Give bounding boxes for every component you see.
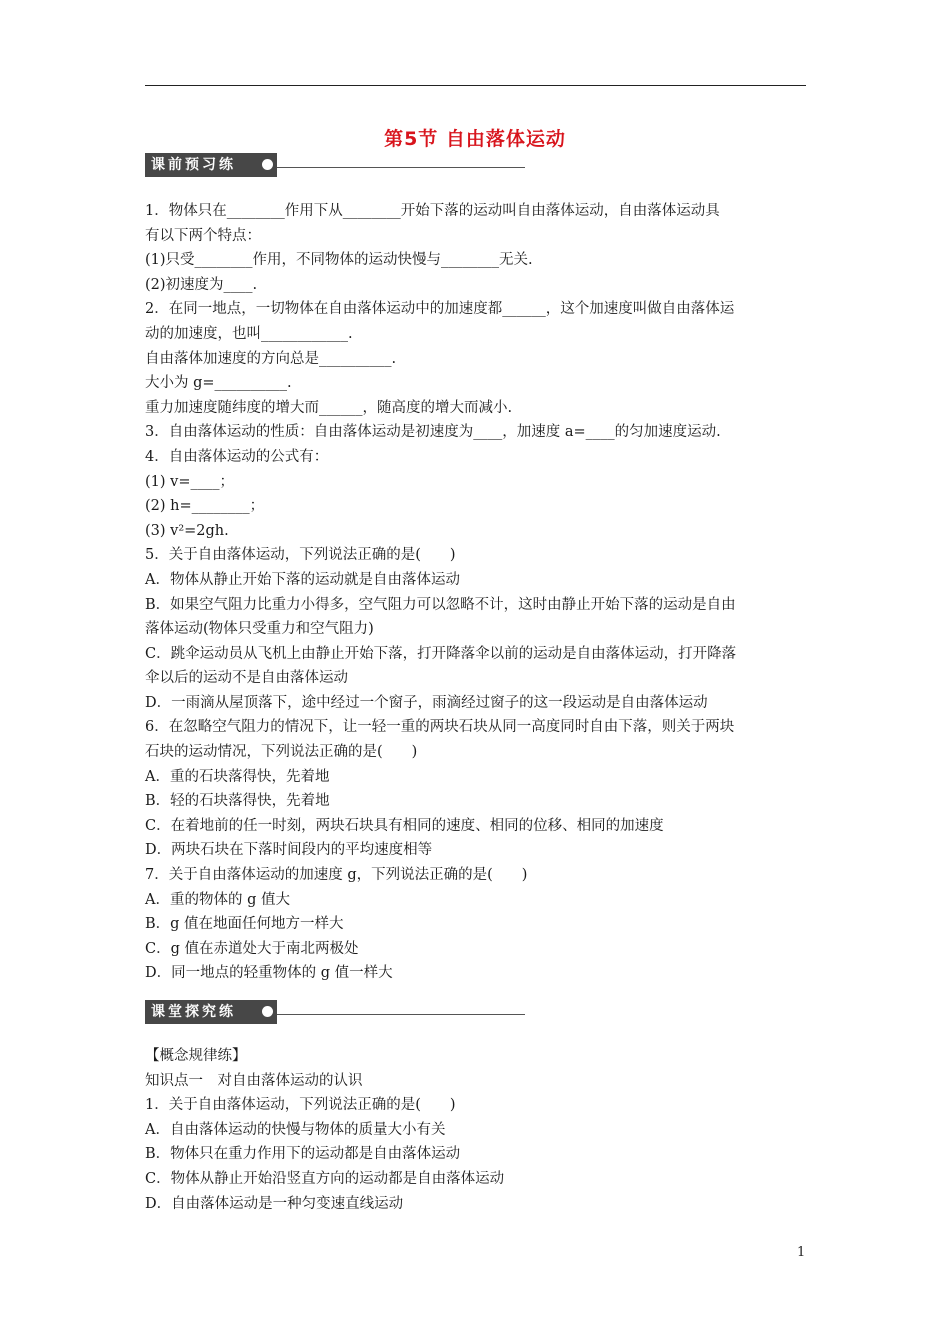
text-line: D．同一地点的轻重物体的 g 值一样大 <box>145 965 393 982</box>
text-line: D．两块石块在下落时间段内的平均速度相等 <box>145 842 433 859</box>
text-line: A．物体从静止开始下落的运动就是自由落体运动 <box>145 571 460 588</box>
text-line: 1．物体只在________作用下从________开始下落的运动叫自由落体运动，自由落体运动具 <box>145 203 720 219</box>
text-line: 有以下两个特点： <box>145 227 261 244</box>
text-line: (2)初速度为____. <box>145 276 258 293</box>
text-line: 知识点一 对自由落体运动的认识 <box>145 1072 363 1089</box>
text-line: 6．在忽略空气阻力的情况下，让一轻一重的两块石块从同一高度同时自由下落，则关于两块 <box>145 719 735 736</box>
text-line: A．自由落体运动的快慢与物体的质量大小有关 <box>145 1121 446 1138</box>
text-line: B．轻的石块落得快，先着地 <box>145 793 330 810</box>
banner-rule <box>277 1014 525 1015</box>
text-line: C．在着地前的任一时刻，两块石块具有相同的速度、相同的位移、相同的加速度 <box>145 817 664 834</box>
page-number: 1 <box>797 1245 806 1260</box>
text-line: 大小为 g=__________. <box>145 375 292 392</box>
banner-label: 课堂探究练 <box>145 1000 277 1024</box>
text-line: 【概念规律练】 <box>145 1048 247 1064</box>
text-line: 石块的运动情况，下列说法正确的是( ) <box>145 744 418 761</box>
text-line: A．重的石块落得快，先着地 <box>145 768 330 785</box>
preview-exercises <box>145 199 813 986</box>
text-line: 3．自由落体运动的性质：自由落体运动是初速度为____，加速度 a=____的匀加速度运动. <box>145 424 721 441</box>
text-line: A．重的物体的 g 值大 <box>145 891 290 908</box>
text-line: C．物体从静止开始沿竖直方向的运动都是自由落体运动 <box>145 1170 505 1187</box>
text-line: 动的加速度，也叫____________. <box>145 325 353 342</box>
page-title: 第5节 自由落体运动 <box>384 128 566 150</box>
text-line: 1．关于自由落体运动，下列说法正确的是( ) <box>145 1097 456 1114</box>
text-line: (1) v=____； <box>145 473 234 490</box>
text-line: 重力加速度随纬度的增大而______，随高度的增大而减小. <box>145 399 513 416</box>
banner-label: 课前预习练 <box>145 153 277 177</box>
text-line: B．物体只在重力作用下的运动都是自由落体运动 <box>145 1146 461 1163</box>
bullet-dot-icon <box>262 159 273 170</box>
text-line: D．自由落体运动是一种匀变速直线运动 <box>145 1195 404 1212</box>
text-line: (3) v²=2gh. <box>145 522 229 539</box>
text-line: C．跳伞运动员从飞机上由静止开始下落，打开降落伞以前的运动是自由落体运动，打开降落 <box>145 645 737 662</box>
text-line: 伞以后的运动不是自由落体运动 <box>145 670 348 687</box>
banner-rule <box>277 167 525 168</box>
text-line: 5．关于自由落体运动，下列说法正确的是( ) <box>145 547 456 564</box>
section-banner-classroom <box>145 1000 525 1024</box>
text-line: 自由落体加速度的方向总是__________. <box>145 350 397 367</box>
bullet-dot-icon <box>262 1006 273 1017</box>
text-line: C．g 值在赤道处大于南北两极处 <box>145 940 359 957</box>
text-line: 4．自由落体运动的公式有： <box>145 448 329 465</box>
text-line: 2．在同一地点，一切物体在自由落体运动中的加速度都______，这个加速度叫做自由落体运 <box>145 301 735 318</box>
text-line: (1)只受________作用，不同物体的运动快慢与________无关. <box>145 252 533 269</box>
text-line: 落体运动(物体只受重力和空气阻力) <box>145 621 374 638</box>
classroom-exercises <box>145 1044 813 1216</box>
text-line: 7．关于自由落体运动的加速度 g，下列说法正确的是( ) <box>145 867 528 884</box>
section-banner-preview <box>145 153 525 177</box>
text-line: (2) h=________； <box>145 498 265 515</box>
text-line: B．g 值在地面任何地方一样大 <box>145 916 344 933</box>
header-rule <box>145 85 806 86</box>
text-line: B．如果空气阻力比重力小得多，空气阻力可以忽略不计，这时由静止开始下落的运动是自由 <box>145 596 736 613</box>
text-line: D．一雨滴从屋顶落下，途中经过一个窗子，雨滴经过窗子的这一段运动是自由落体运动 <box>145 694 708 711</box>
